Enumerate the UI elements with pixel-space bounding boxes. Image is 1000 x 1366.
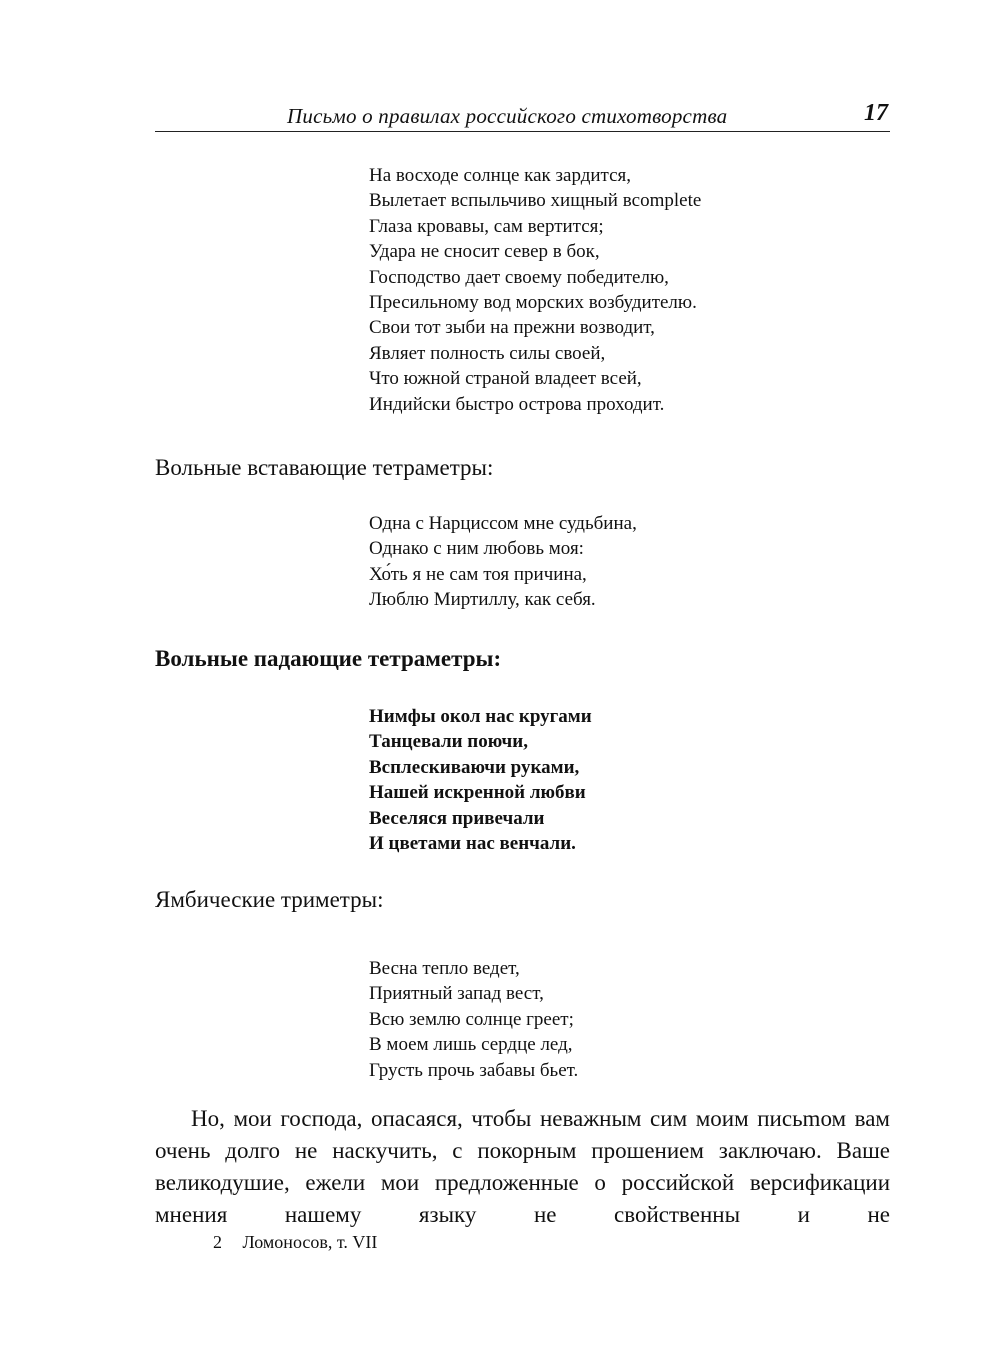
verse-line: Однако с ним любовь моя:: [369, 538, 584, 560]
signature-text: Ломоносов, т. VII: [242, 1232, 378, 1252]
verse-line: Грусть прочь забавы бьет.: [369, 1059, 579, 1081]
page-number: 17: [864, 100, 888, 126]
verse-line: Хо́ть я не сам тоя причина,: [369, 563, 587, 585]
verse-line: Люблю Миртиллу, как себя.: [369, 589, 596, 611]
printer-signature: [213, 1232, 377, 1253]
verse-line: Одна с Нарциссом мне судьбина,: [369, 513, 637, 534]
verse-line: Удара не сносит север в бок,: [369, 241, 600, 263]
verse-line: Нимфы окол нас кругами: [369, 706, 592, 727]
poem-stanza-1: [369, 163, 701, 417]
section-heading-falling-tetrameters: Вольные падающие тетраметры:: [155, 646, 502, 671]
verse-line: Танцевали поючи,: [369, 731, 528, 753]
verse-line: Глаза кровавы, сам вертится;: [369, 215, 604, 237]
verse-line: И цветами нас венчали.: [369, 832, 576, 854]
poem-stanza-3: [369, 704, 592, 856]
verse-line: Свои тот зыби на прежни возводит,: [369, 317, 655, 339]
signature-number: 2: [213, 1232, 222, 1252]
poem-stanza-2: [369, 511, 637, 613]
verse-line: Всплескиваючи руками,: [369, 756, 580, 778]
verse-line: Вылетает вспыльчиво хищный вcomplete: [369, 190, 702, 212]
verse-line: В моем лишь сердце лед,: [369, 1034, 573, 1056]
header-rule: [155, 131, 890, 132]
page-header: [155, 96, 890, 136]
verse-line: Индийски быстро острова проходит.: [369, 393, 665, 415]
section-heading-rising-tetrameters: Вольные вставающие тетраметры:: [155, 455, 494, 480]
body-paragraph: Но, мои господа, опасаяся, чтобы неважным сим моим письmом вам очень долго не наскучить, с покорным прошением заключаю. Ваше великодушие, ежели мои предложенные о российской версификации мнения нашему языку не свойственны и не: [155, 1106, 890, 1227]
poem-stanza-4: [369, 956, 578, 1083]
verse-line: Пресильному вод морских возбудителю.: [369, 291, 697, 313]
verse-line: На восходе солнце как зардится,: [369, 165, 632, 186]
verse-line: Всю землю солнце греет;: [369, 1008, 574, 1030]
running-title: Письмо о правилах российского стихотворства: [287, 104, 728, 128]
verse-line: Приятный запад вест,: [369, 983, 544, 1005]
verse-line: Веселяся привечали: [369, 807, 545, 829]
verse-line: Нашей искренной любви: [369, 782, 586, 804]
verse-line: Господство дает своему победителю,: [369, 266, 669, 288]
verse-line: Весна тепло ведет,: [369, 958, 520, 979]
section-heading-iambic-trimeters: Ямбические триметры:: [155, 887, 384, 912]
verse-line: Являет полность силы своей,: [369, 342, 606, 364]
verse-line: Что южной страной владеет всей,: [369, 368, 642, 390]
